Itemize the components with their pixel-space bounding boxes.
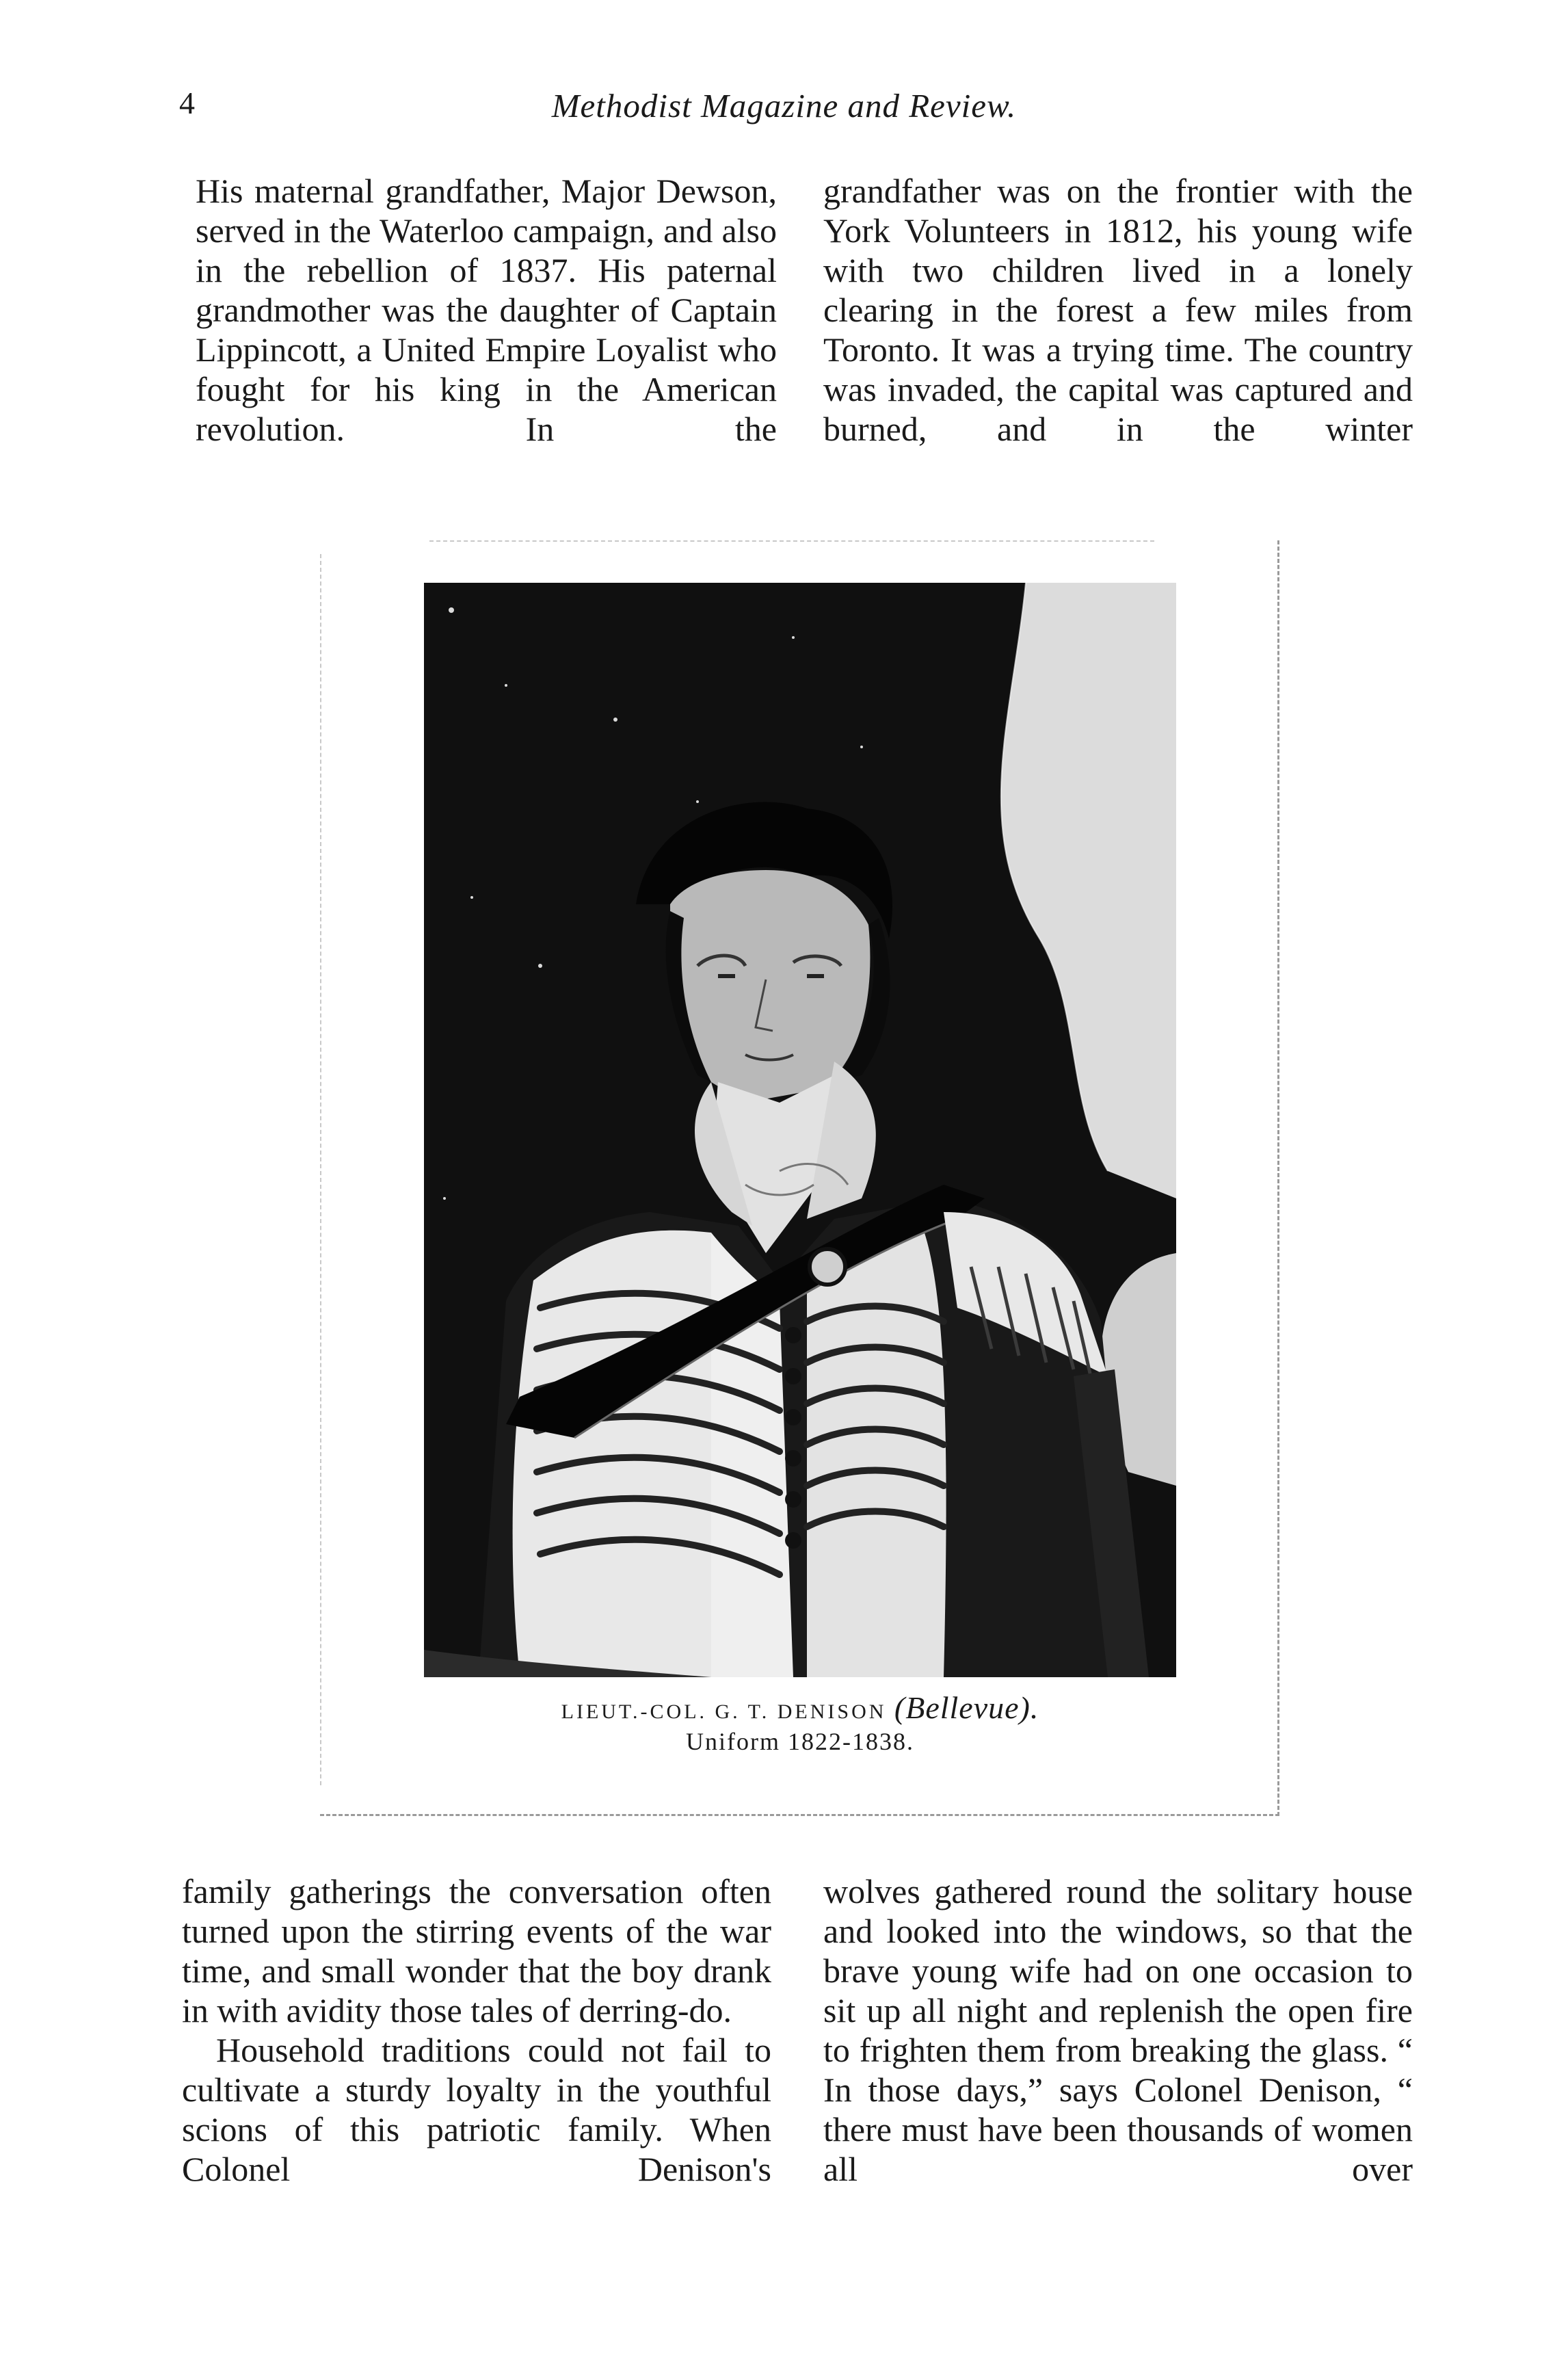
paragraph: Household traditions could not fail to cultivate a sturdy loyalty in the youthful scions of this patriotic family. When Colonel Denison's — [182, 2031, 771, 2188]
bottom-left-column — [182, 1871, 771, 2189]
caption-place: (Bellevue). — [894, 1690, 1039, 1725]
top-right-column — [823, 171, 1413, 449]
running-head: Methodist Magazine and Review. — [551, 87, 1017, 124]
portrait-engraving — [424, 583, 1176, 1677]
paragraph: family gatherings the conversation often turned upon the stirring events of the war time, and small wonder that the boy drank in with avidity those tales of derring-do. — [182, 1872, 771, 2029]
figure-subcaption: Uniform 1822-1838. — [686, 1728, 914, 1755]
figure-caption — [424, 1690, 1176, 1726]
bottom-right-column — [823, 1871, 1413, 2189]
paragraph: grandfather was on the frontier with the York Volunteers in 1812, his young wife with two children lived in a lonely clearing in the forest a few miles from Toronto. It was a trying time. The country was invaded, the capital was captured and burned, and in the winter — [823, 172, 1413, 448]
paragraph: His maternal grandfather, Major Dewson, served in the Waterloo campaign, and also in the rebellion of 1837. His paternal grandmother was the daughter of Captain Lippincott, a United Empire Loyalist who fought for his king in the American revolution. In the — [196, 172, 777, 448]
top-left-column — [196, 171, 777, 449]
paragraph: wolves gathered round the solitary house and looked into the windows, so that the brave young wife had on one occasion to sit up all night and replenish the open fire to frighten them from breaking the glass. “ In those days,” says Colonel Denison, “ there must have been thousands of women all over — [823, 1872, 1413, 2188]
frame-divider — [429, 540, 1154, 542]
caption-name: LIEUT.-COL. G. T. DENISON — [561, 1700, 887, 1723]
page-number: 4 — [179, 86, 195, 120]
frame-divider — [320, 554, 321, 1785]
